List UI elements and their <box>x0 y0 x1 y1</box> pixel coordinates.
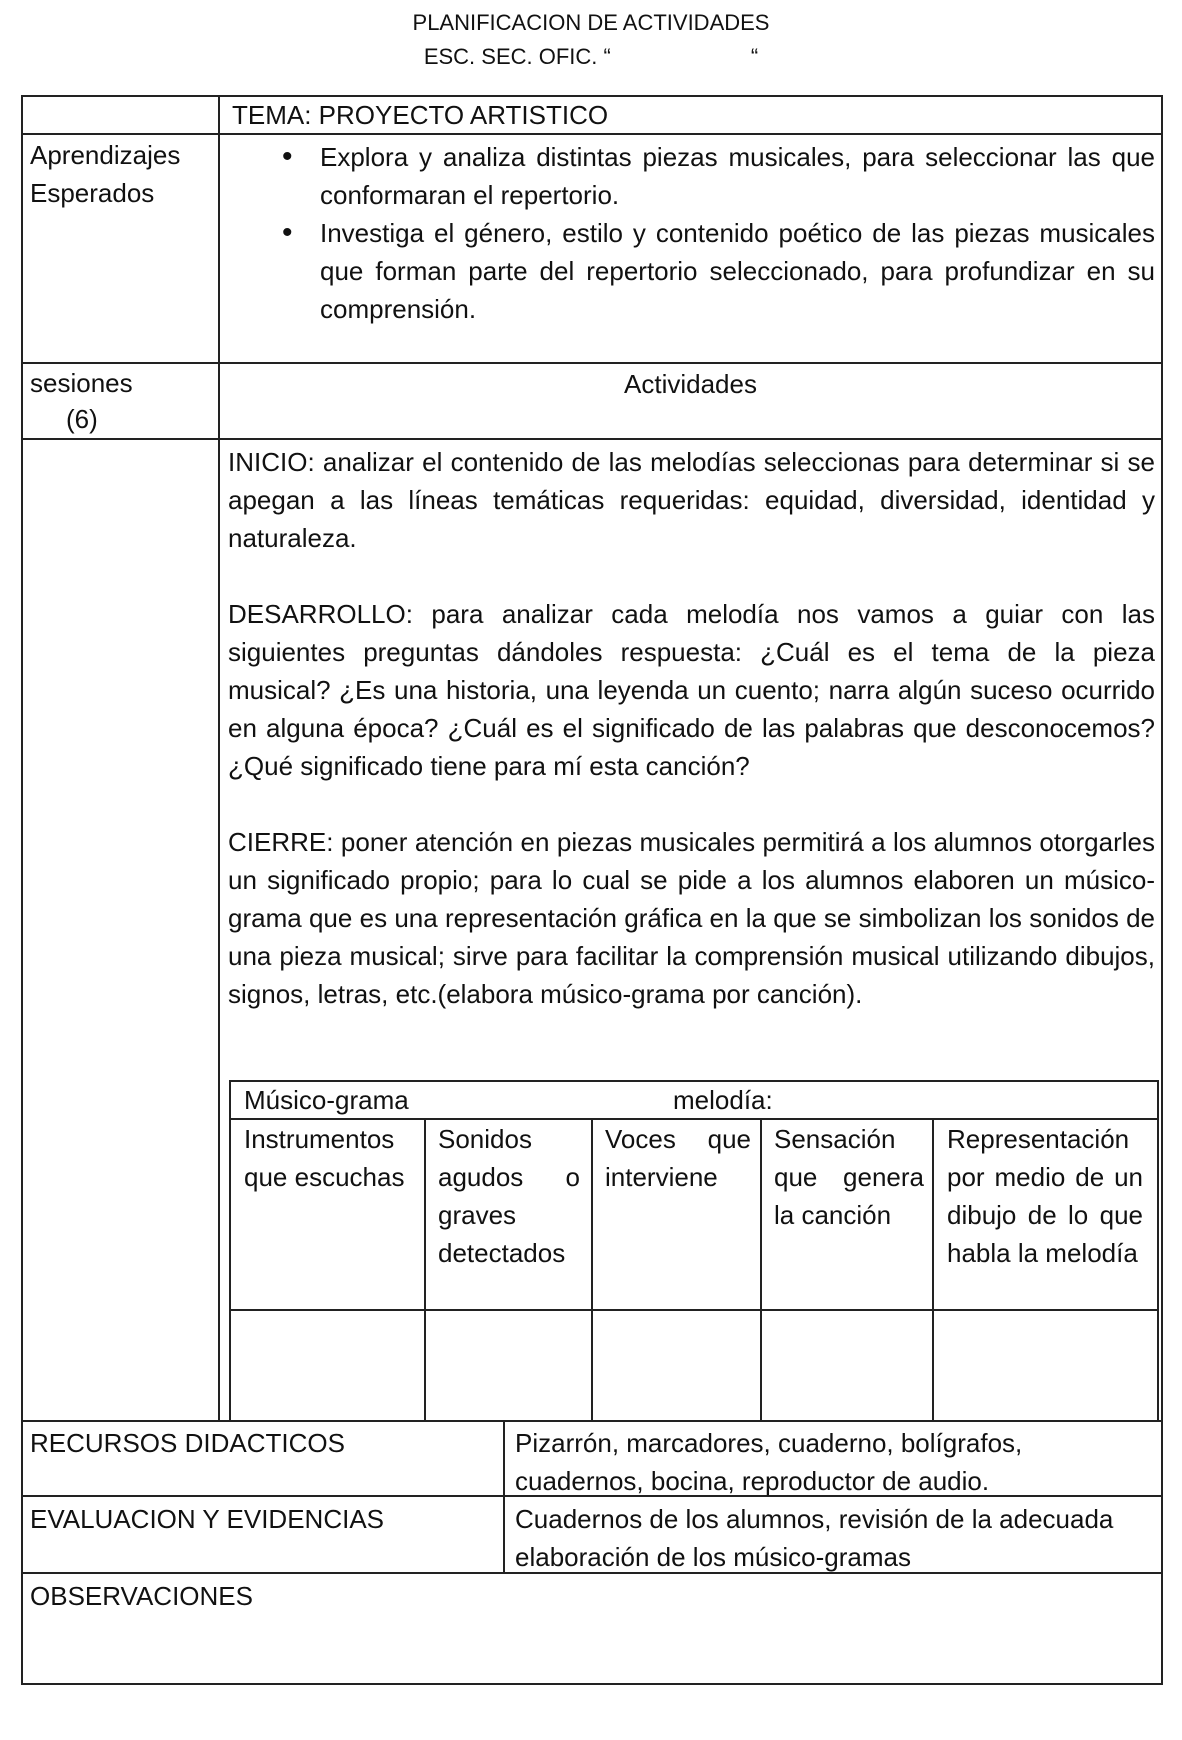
learning-outcome-item: • Investiga el género, estilo y contenido poético de las piezas musicales que forman parte del repertorio seleccionado, para profundizar en su comprensión. <box>260 214 1155 328</box>
col-voces: Voces que interviene <box>605 1124 751 1192</box>
col-sensacion: Sensación que genera la canción <box>774 1124 924 1230</box>
document-title: PLANIFICACION DE ACTIVIDADES <box>412 10 770 35</box>
aprendizajes-label <box>30 136 180 212</box>
school-prefix: ESC. SEC. OFIC. “ <box>423 44 611 69</box>
musicograma-title: Músico-grama <box>244 1085 409 1115</box>
evaluacion-label: EVALUACION Y EVIDENCIAS <box>30 1504 385 1534</box>
aprendizajes-label-line1: Aprendizajes <box>30 140 181 170</box>
tema-title: TEMA: PROYECTO ARTISTICO <box>232 100 609 130</box>
inicio-paragraph: INICIO: analizar el contenido de las melodías seleccionas para determinar si se apegan a las líneas temáticas requeridas: equidad, diversidad, identidad y naturaleza. <box>228 447 1155 553</box>
recursos-value: Pizarrón, marcadores, cuaderno, bolígrafos, cuadernos, bocina, reproductor de audio. <box>515 1428 1023 1496</box>
col-instrumentos: Instrumentos que escuchas <box>244 1124 405 1192</box>
aprendizajes-label-line2: Esperados <box>30 178 155 208</box>
sesiones-label-cell <box>30 365 133 437</box>
school-line <box>0 42 1182 72</box>
recursos-label: RECURSOS DIDACTICOS <box>30 1428 345 1458</box>
school-suffix: “ <box>750 44 759 69</box>
desarrollo-paragraph: DESARROLLO: para analizar cada melodía nos vamos a guiar con las siguientes preguntas dándoles respuesta: ¿Cuál es el tema de la pieza musical? ¿Es una historia, una leyenda un cuento; narra algún suceso ocurrido en alguna época? ¿Cuál es el significado de las palabras que desconocemos? ¿Qué significado tiene para mí esta canción? <box>228 599 1155 781</box>
cierre-paragraph: CIERRE: poner atención en piezas musicales permitirá a los alumnos otorgarles un significado propio; para lo cual se pide a los alumnos elaboren un músico-grama que es una representación gráfica en la que se simbolizan los sonidos de una pieza musical; sirve para facilitar la comprensión musical utilizando dibujos, signos, letras, etc.(elabora músico-grama por canción). <box>228 827 1155 1009</box>
evaluacion-value: Cuadernos de los alumnos, revisión de la adecuada elaboración de los músico-gramas <box>515 1504 1114 1572</box>
sesiones-label: sesiones <box>30 368 133 398</box>
sesiones-count: (6) <box>66 404 98 434</box>
learning-outcomes-list <box>260 138 1155 328</box>
col-representacion: Representación por medio de un dibujo de lo que habla la melodía <box>947 1124 1143 1268</box>
observaciones-label: OBSERVACIONES <box>30 1581 253 1611</box>
activities-block <box>228 443 1155 1013</box>
col-sonidos: Sonidos agudos o graves detectados <box>438 1124 580 1268</box>
melodia-label: melodía: <box>673 1085 773 1115</box>
learning-outcome-item: • Explora y analiza distintas piezas musicales, para seleccionar las que conformaran el repertorio. <box>260 138 1155 214</box>
actividades-header: Actividades <box>624 369 757 399</box>
